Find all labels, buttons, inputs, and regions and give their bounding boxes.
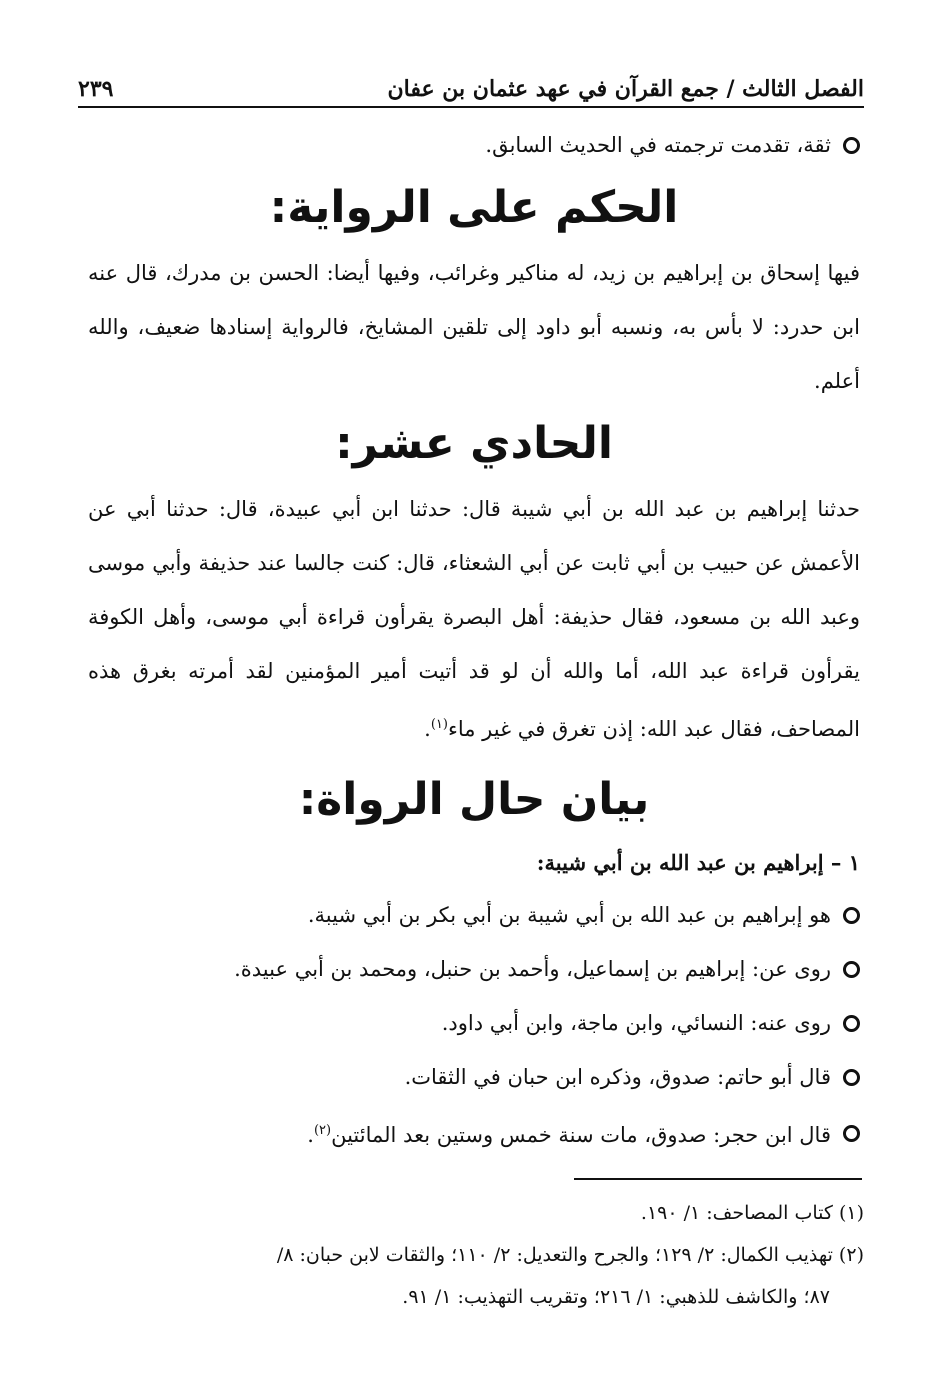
- circle-bullet-icon: [843, 961, 860, 978]
- ruling-heading: الحكم على الرواية:: [269, 182, 679, 233]
- narrators-heading: بيان حال الرواة:: [298, 774, 650, 825]
- narrator-title: ١ – إبراهيم بن عبد الله بن أبي شيبة:: [536, 850, 860, 875]
- circle-bullet-icon: [843, 1069, 860, 1086]
- hadith-paragraph: [88, 482, 860, 756]
- eleventh-heading: الحادي عشر:: [335, 418, 613, 469]
- narrator-bullet-line: [88, 1104, 860, 1162]
- circle-bullet-icon: [843, 907, 860, 924]
- narrator-bullet-end: .: [307, 1123, 314, 1147]
- narrator-bullet-line: [88, 942, 860, 996]
- intro-bullet-text: ثقة، تقدمت ترجمته في الحديث السابق.: [485, 133, 831, 157]
- chapter-title: الفصل الثالث / جمع القرآن في عهد عثمان بن عفان: [387, 76, 864, 102]
- footnotes: [78, 1192, 864, 1318]
- narrator-bullet-text: روى عنه: النسائي، وابن ماجة، وابن أبي داود.: [441, 1011, 831, 1035]
- footnote-2-line-1: (٢) تهذيب الكمال: ٢/ ١٢٩؛ والجرح والتعديل: ٢/ ١١٠؛ والثقات لابن حبان: ٨/: [276, 1244, 864, 1266]
- main-content: [88, 118, 860, 1162]
- footnote-ref-1[interactable]: (١): [430, 717, 448, 732]
- page-number: ٢٣٩: [78, 76, 114, 102]
- hadith-end: .: [424, 717, 431, 741]
- narrator-bullet-last-text: قال ابن حجر: صدوق، مات سنة خمس وستين بعد المائتين: [331, 1123, 831, 1147]
- footnote-ref-2[interactable]: (٢): [313, 1123, 332, 1138]
- narrator-bullet-line: [88, 996, 860, 1050]
- narrator-bullet-line: [88, 1050, 860, 1104]
- footnote-2-line-2: ٨٧؛ والكاشف للذهبي: ١/ ٢١٦؛ وتقريب التهذيب: ١/ ٩١.: [402, 1286, 830, 1308]
- narrator-bullet-text: قال أبو حاتم: صدوق، وذكره ابن حبان في الثقات.: [404, 1065, 831, 1089]
- circle-bullet-icon: [843, 1015, 860, 1032]
- circle-bullet-icon: [843, 137, 860, 154]
- circle-bullet-icon: [843, 1125, 860, 1142]
- hadith-text: حدثنا إبراهيم بن عبد الله بن أبي شيبة قال: حدثنا ابن أبي عبيدة، قال: حدثنا أبي عن الأعمش عن حبيب بن أبي ثابت عن أبي الشعثاء، قال: كنت جالسا عند حذيفة وأبي موسى وعبد الله بن مسعود، فقال حذيفة: أهل البصرة يقرأون قراءة أبي موسى، وأهل الكوفة يقرأون قراءة عبد الله، أما والله أن لو قد أتيت أمير المؤمنين لقد أمرته بغرق هذه المصاحف، فقال عبد الله: إذن تغرق في غير ماء: [88, 497, 860, 741]
- narrator-bullet-text: هو إبراهيم بن عبد الله بن أبي شيبة بن أبي بكر بن أبي شيبة.: [307, 903, 831, 927]
- running-header: [78, 62, 864, 108]
- ruling-paragraph: فيها إسحاق بن إبراهيم بن زيد، له مناكير وغرائب، وفيها أيضا: الحسن بن مدرك، قال عنه ابن حدرد: لا بأس به، ونسبه أبو داود إلى تلقين المشايخ، فالرواية إسنادها ضعيف، والله أعلم.: [88, 261, 860, 393]
- footnote-1: (١) كتاب المصاحف: ١/ ١٩٠.: [640, 1202, 864, 1224]
- intro-bullet-line: [88, 118, 860, 172]
- narrator-bullet-line: [88, 888, 860, 942]
- narrator-bullet-text: روى عن: إبراهيم بن إسماعيل، وأحمد بن حنبل، ومحمد بن أبي عبيدة.: [234, 957, 831, 981]
- footnote-divider: [574, 1178, 862, 1180]
- narrator-bullet-text: [307, 1104, 831, 1162]
